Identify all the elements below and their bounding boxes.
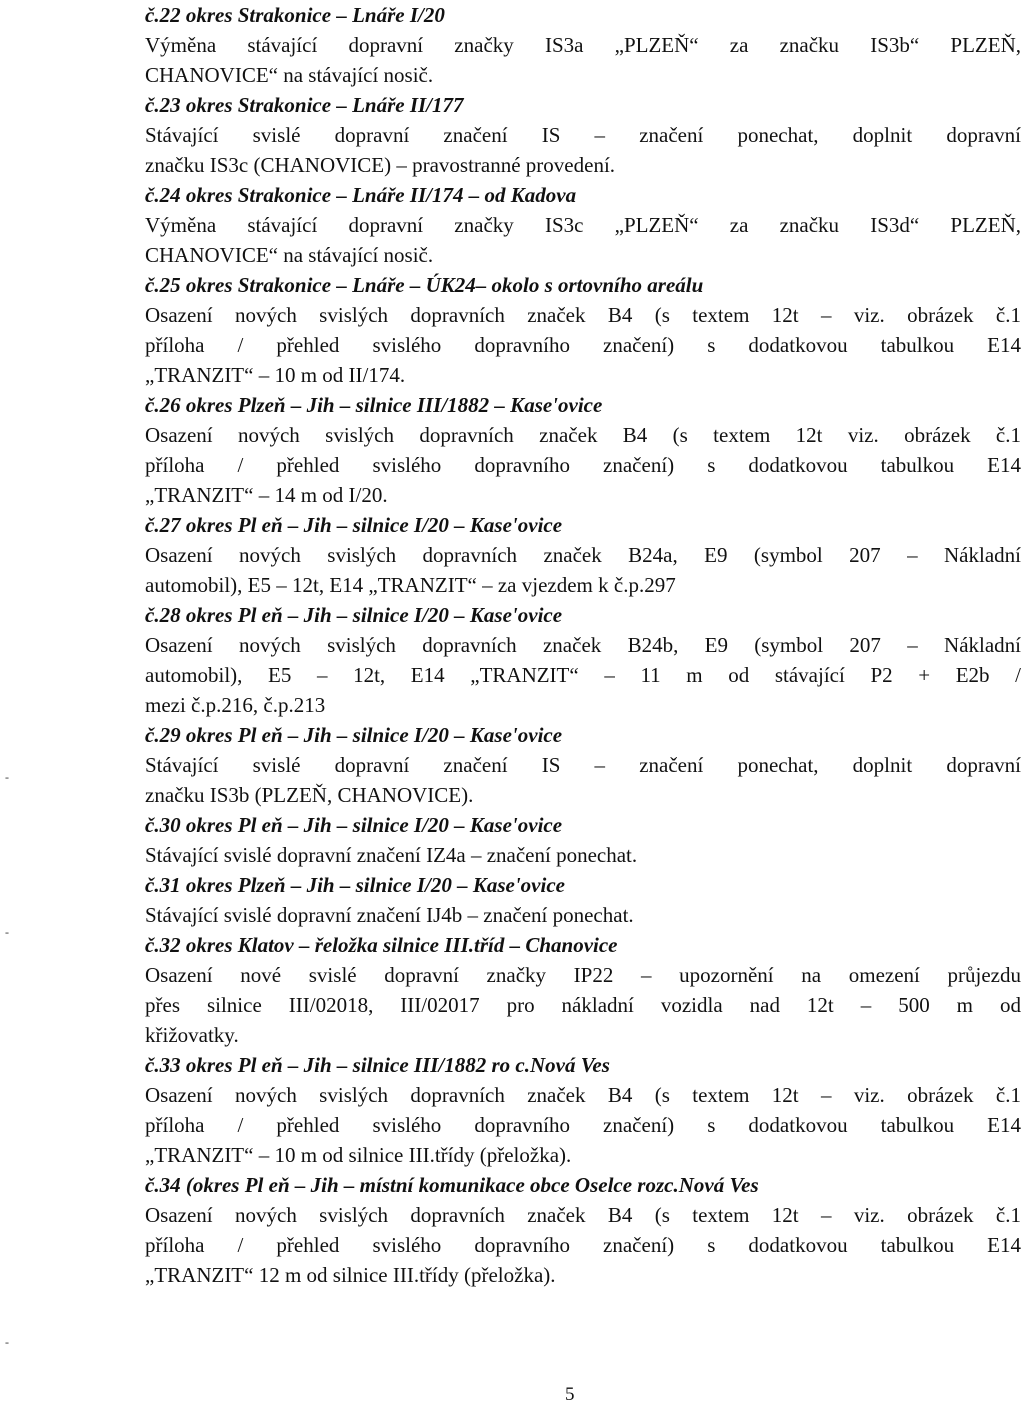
body-line: značku IS3c (CHANOVICE) – pravostranné provedení. — [145, 153, 616, 177]
body-line: Osazení nových svislých dopravních značek B4 (s textem 12t viz. obrázek č.1 — [145, 423, 1021, 447]
section-entry — [145, 930, 1021, 1050]
section-heading: č.24 okres Strakonice – Lnáře II/174 – od Kadova — [145, 183, 577, 207]
section-heading: č.22 okres Strakonice – Lnáře I/20 — [145, 3, 445, 27]
section-entry — [145, 180, 1021, 270]
margin-mark: - — [5, 770, 9, 784]
section-heading: č.23 okres Strakonice – Lnáře II/177 — [145, 93, 464, 117]
section-heading: č.30 okres Pl eň – Jih – silnice I/20 – Kase'ovice — [145, 813, 563, 837]
section-heading: č.32 okres Klatov – řeložka silnice III.tříd – Chanovice — [145, 933, 618, 957]
margin-mark: - — [5, 1335, 9, 1349]
section-entry — [145, 600, 1021, 720]
page-number: 5 — [565, 1384, 575, 1405]
section-heading: č.27 okres Pl eň – Jih – silnice I/20 – Kase'ovice — [145, 513, 563, 537]
body-line: Výměna stávající dopravní značky IS3c „PLZEŇ“ za značku IS3d“ PLZEŇ, — [145, 213, 1021, 237]
body-line: Osazení nových svislých dopravních značek B24b, E9 (symbol 207 – Nákladní — [145, 633, 1021, 657]
section-entry — [145, 870, 1021, 930]
section-heading: č.26 okres Plzeň – Jih – silnice III/1882 – Kase'ovice — [145, 393, 603, 417]
section-heading: č.31 okres Plzeň – Jih – silnice I/20 – Kase'ovice — [145, 873, 565, 897]
section-heading: č.34 (okres Pl eň – Jih – místní komunikace obce Oselce rozc.Nová Ves — [145, 1173, 759, 1197]
body-line: Osazení nových svislých dopravních značek B4 (s textem 12t – viz. obrázek č.1 — [145, 303, 1021, 327]
body-line: Osazení nových svislých dopravních značek B24a, E9 (symbol 207 – Nákladní — [145, 543, 1021, 567]
body-line: Osazení nových svislých dopravních značek B4 (s textem 12t – viz. obrázek č.1 — [145, 1083, 1021, 1107]
body-line: značku IS3b (PLZEŇ, CHANOVICE). — [145, 783, 474, 807]
body-line: „TRANZIT“ – 14 m od I/20. — [145, 483, 388, 507]
section-body — [145, 1200, 1021, 1290]
document-page — [145, 0, 1021, 1290]
section-heading: č.29 okres Pl eň – Jih – silnice I/20 – Kase'ovice — [145, 723, 563, 747]
section-body — [145, 630, 1021, 720]
section-entry — [145, 1050, 1021, 1170]
section-heading: č.25 okres Strakonice – Lnáře – ÚK24– okolo s ortovního areálu — [145, 273, 704, 297]
section-body — [145, 750, 1021, 810]
body-line: Stávající svislé dopravní značení IS – značení ponechat, doplnit dopravní — [145, 123, 1021, 147]
body-line: Stávající svislé dopravní značení IJ4b – značení ponechat. — [145, 903, 634, 927]
section-body — [145, 300, 1021, 390]
body-line: Osazení nové svislé dopravní značky IP22 – upozornění na omezení průjezdu — [145, 963, 1021, 987]
body-line: příloha / přehled svislého dopravního značení) s dodatkovou tabulkou E14 — [145, 1233, 1021, 1257]
section-body — [145, 30, 1021, 90]
body-line: křižovatky. — [145, 1023, 239, 1047]
body-line: automobil), E5 – 12t, E14 „TRANZIT“ – za vjezdem k č.p.297 — [145, 573, 676, 597]
section-entry — [145, 720, 1021, 810]
section-body — [145, 1080, 1021, 1170]
body-line: Stávající svislé dopravní značení IZ4a – značení ponechat. — [145, 843, 638, 867]
body-line: mezi č.p.216, č.p.213 — [145, 693, 326, 717]
body-line: Osazení nových svislých dopravních značek B4 (s textem 12t – viz. obrázek č.1 — [145, 1203, 1021, 1227]
section-heading: č.28 okres Pl eň – Jih – silnice I/20 – Kase'ovice — [145, 603, 563, 627]
section-body — [145, 210, 1021, 270]
section-entry — [145, 810, 1021, 870]
section-body — [145, 120, 1021, 180]
body-line: „TRANZIT“ 12 m od silnice III.třídy (přeložka). — [145, 1263, 556, 1287]
margin-mark: - — [5, 925, 9, 939]
section-body — [145, 420, 1021, 510]
section-entry — [145, 390, 1021, 510]
body-line: přes silnice III/02018, III/02017 pro nákladní vozidla nad 12t – 500 m od — [145, 993, 1021, 1017]
section-body — [145, 540, 1021, 600]
section-entry — [145, 510, 1021, 600]
body-line: automobil), E5 – 12t, E14 „TRANZIT“ – 11 m od stávající P2 + E2b / — [145, 663, 1021, 687]
body-line: CHANOVICE“ na stávající nosič. — [145, 243, 434, 267]
body-line: příloha / přehled svislého dopravního značení) s dodatkovou tabulkou E14 — [145, 1113, 1021, 1137]
body-line: „TRANZIT“ – 10 m od silnice III.třídy (přeložka). — [145, 1143, 572, 1167]
section-entry — [145, 270, 1021, 390]
section-entry — [145, 1170, 1021, 1290]
body-line: Výměna stávající dopravní značky IS3a „PLZEŇ“ za značku IS3b“ PLZEŇ, — [145, 33, 1021, 57]
section-entry — [145, 90, 1021, 180]
body-line: příloha / přehled svislého dopravního značení) s dodatkovou tabulkou E14 — [145, 333, 1021, 357]
body-line: CHANOVICE“ na stávající nosič. — [145, 63, 434, 87]
section-body — [145, 900, 1021, 930]
body-line: Stávající svislé dopravní značení IS – značení ponechat, doplnit dopravní — [145, 753, 1021, 777]
section-heading: č.33 okres Pl eň – Jih – silnice III/1882 ro c.Nová Ves — [145, 1053, 610, 1077]
body-line: „TRANZIT“ – 10 m od II/174. — [145, 363, 406, 387]
section-entry — [145, 0, 1021, 90]
section-body — [145, 960, 1021, 1050]
body-line: příloha / přehled svislého dopravního značení) s dodatkovou tabulkou E14 — [145, 453, 1021, 477]
section-body — [145, 840, 1021, 870]
